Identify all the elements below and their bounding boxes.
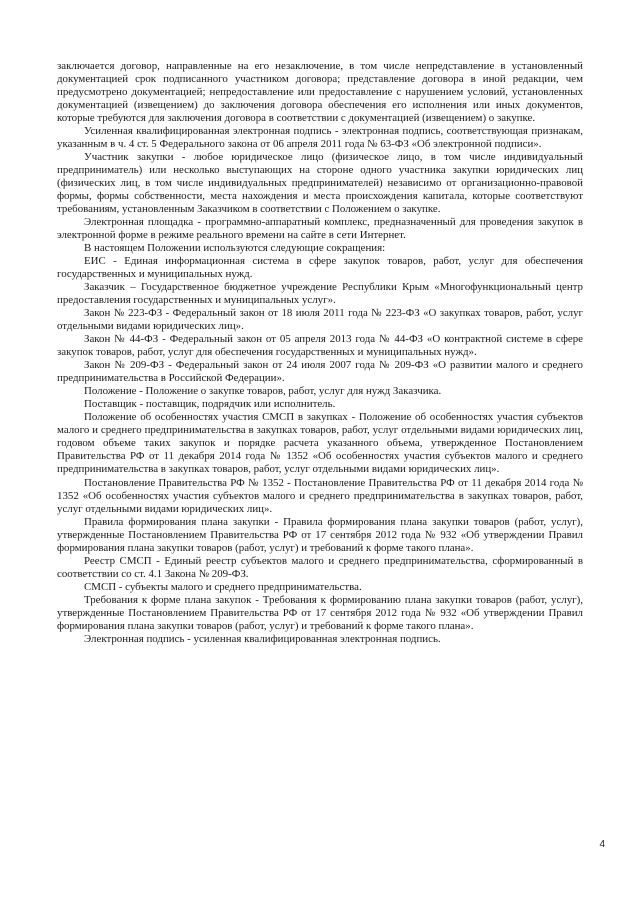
- paragraph-abbreviations-intro: В настоящем Положении используются следующие сокращения:: [84, 242, 386, 255]
- paragraph-continuation: заключается договор, направленные на его незаключение, в том числе непредставление в установленный документацией срок подписанного участником договора; представление договора в иной редакции, чем предусмотрено документацией; непредоставление или предоставление с нарушением условий, установленных документацией (извещением) до заключения договора обеспечения его исполнения или иных документов, которые требуются для заключения договора в соответствии с документацией (извещением) о закупке.: [57, 60, 583, 125]
- paragraph-electronic-platform: Электронная площадка - программно-аппаратный комплекс, предназначенный для проведения закупок в электронной форме в режиме реального времени на сайте в сети Интернет.: [57, 216, 583, 242]
- document-body: [57, 60, 583, 646]
- paragraph-electronic-signature: Электронная подпись - усиленная квалифицированная электронная подпись.: [84, 632, 441, 645]
- paragraph-law-209: Закон № 209-ФЗ - Федеральный закон от 24 июля 2007 года № 209-ФЗ «О развитии малого и среднего предпринимательства в Российской Федерации».: [57, 359, 583, 385]
- paragraph-qualified-signature: Усиленная квалифицированная электронная подпись - электронная подпись, соответствующая признакам, указанным в ч. 4 ст. 5 Федерального закона от 06 апреля 2011 года № 63-ФЗ «Об электронной подписи».: [57, 125, 583, 151]
- paragraph-smsp-participation: Положение об особенностях участия СМСП в закупках - Положение об особенностях участия субъектов малого и среднего предпринимательства в закупках товаров, работ, услуг отдельными видами юридических лиц, годовом объеме таких закупок и порядке расчета указанного объема, утвержденное Постановлением Правительства РФ от 11 декабря 2014 года № 1352 «Об особенностях участия субъектов малого и среднего предпринимательства в закупках товаров, работ, услуг отдельными видами юридических лиц».: [57, 411, 583, 476]
- paragraph-supplier: Поставщик - поставщик, подрядчик или исполнитель.: [84, 398, 336, 411]
- paragraph-smsp-register: Реестр СМСП - Единый реестр субъектов малого и среднего предпринимательства, сформированный в соответствии со ст. 4.1 Закона № 209-ФЗ.: [57, 554, 583, 580]
- paragraph-plan-form-requirements: Требования к форме плана закупок - Требования к формированию плана закупки товаров (работ, услуг), утвержденные Постановлением Правительства РФ от 17 сентября 2012 года № 932 «Об утверждении Правил формирования плана закупки товаров (работ, услуг) и требований к форме такого плана».: [57, 593, 583, 632]
- paragraph-regulation: Положение - Положение о закупке товаров, работ, услуг для нужд Заказчика.: [84, 385, 442, 398]
- paragraph-smsp: СМСП - субъекты малого и среднего предпринимательства.: [84, 580, 362, 593]
- paragraph-plan-rules: Правила формирования плана закупки - Правила формирования плана закупки товаров (работ, услуг), утвержденные Постановлением Правительства РФ от 17 сентября 2012 года № 932 «Об утверждении Правил формирования плана закупки товаров (работ, услуг) и требований к форме такого плана».: [57, 515, 583, 554]
- paragraph-procurement-participant: Участник закупки - любое юридическое лицо (физическое лицо, в том числе индивидуальный предприниматель) или несколько выступающих на стороне одного участника закупки юридических лиц (физических лиц, в том числе индивидуальных предпринимателей) независимо от организационно-правовой формы, формы собственности, места нахождения и места происхождения капитала, которые соответствуют требованиям, установленным Заказчиком в соответствии с Положением о закупке.: [57, 151, 583, 216]
- page-number: 4: [599, 839, 605, 850]
- paragraph-law-44: Закон № 44-ФЗ - Федеральный закон от 05 апреля 2013 года № 44-ФЗ «О контрактной системе в сфере закупок товаров, работ, услуг для обеспечения государственных и муниципальных нужд».: [57, 333, 583, 359]
- paragraph-decree-1352: Постановление Правительства РФ № 1352 - Постановление Правительства РФ от 11 декабря 2014 года № 1352 «Об особенностях участия субъектов малого и среднего предпринимательства в закупках товаров, работ, услуг отдельными видами юридических лиц».: [57, 476, 583, 515]
- paragraph-law-223: Закон № 223-ФЗ - Федеральный закон от 18 июля 2011 года № 223-ФЗ «О закупках товаров, работ, услуг отдельными видами юридических лиц».: [57, 307, 583, 333]
- paragraph-eis: ЕИС - Единая информационная система в сфере закупок товаров, работ, услуг для обеспечения государственных и муниципальных нужд.: [57, 255, 583, 281]
- paragraph-customer: Заказчик – Государственное бюджетное учреждение Республики Крым «Многофункциональный центр предоставления государственных и муниципальных услуг».: [57, 281, 583, 307]
